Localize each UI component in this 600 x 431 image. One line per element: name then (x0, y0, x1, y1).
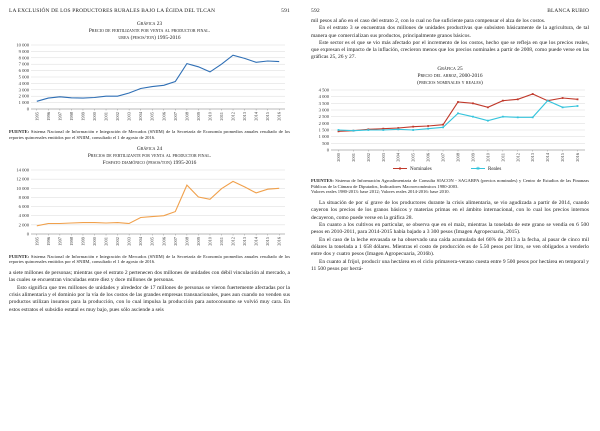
y-tick-label: 12 000 (16, 176, 29, 182)
data-point (562, 106, 564, 108)
y-tick-label: 10 000 (16, 185, 29, 191)
figure-23-label: Gráfica 23 (136, 21, 163, 27)
x-tick-label: 2010 (207, 112, 213, 121)
x-tick-label: 2005 (149, 236, 155, 246)
running-header-right (311, 8, 589, 17)
figure-25 (311, 66, 589, 195)
x-tick-label: 1999 (80, 112, 86, 121)
x-tick-label: 2002 (365, 152, 371, 162)
x-tick-label: 1997 (57, 112, 63, 121)
y-tick-label: 2 000 (18, 93, 29, 99)
x-tick-label: 1996 (45, 112, 51, 121)
legend-nominales-label: Nominales (410, 166, 432, 172)
x-tick-label: 2013 (530, 152, 536, 162)
y-tick-label: 2 000 (318, 120, 329, 126)
y-tick-label: 1 000 (18, 100, 29, 106)
x-tick-label: 2010 (207, 236, 213, 246)
data-point (487, 120, 489, 122)
figure-25-title-line1: Precio del arroz, 2000-2016 (417, 72, 483, 79)
legend-nominales-marker (399, 167, 401, 169)
data-point (427, 125, 429, 127)
y-tick-label: 3 000 (18, 87, 29, 93)
data-point (502, 100, 504, 102)
x-tick-label: 2015 (265, 236, 271, 246)
figure-25-title-line2: (precios nominales y reales) (417, 79, 483, 86)
x-tick-label: 2001 (103, 112, 109, 121)
x-tick-label: 2001 (103, 236, 109, 246)
figure-25-source: Sistema de Información Agroalimentaria de Consulta SIACON - SAGARPA (precios nominales) y Centro de Estudios de las Finanzas Públicas de la Cámara de Diputados, Indicadores Macroeconómicos 1980-2003. (311, 177, 589, 189)
y-tick-label: 4 000 (318, 93, 329, 99)
x-tick-label: 2012 (230, 236, 236, 246)
x-tick-label: 2015 (560, 152, 566, 162)
x-tick-label: 2002 (115, 112, 121, 121)
x-tick-label: 2013 (242, 112, 248, 121)
data-point (367, 129, 369, 131)
figure-24-source-label: FUENTE: (9, 253, 30, 259)
data-point (457, 101, 459, 103)
x-tick-label: 2001 (350, 152, 356, 162)
figure-25-source-note: Valores reales 1980-2013: base 2012; Valores reales 2014-2016: base 2010. (311, 189, 450, 195)
chart-25-container (311, 87, 589, 178)
data-point (442, 124, 444, 126)
x-tick-label: 2014 (253, 111, 259, 121)
data-point (502, 116, 504, 118)
x-tick-label: 2004 (138, 112, 144, 121)
y-tick-label: 3 000 (318, 107, 329, 113)
data-point (487, 106, 489, 108)
data-point (338, 129, 340, 131)
right-page (300, 0, 600, 431)
x-tick-label: 2003 (126, 111, 132, 121)
data-point (412, 126, 414, 128)
x-tick-label: 2011 (219, 112, 224, 121)
y-tick-label: 1 000 (318, 133, 329, 139)
x-tick-label: 2008 (455, 152, 461, 162)
page-number-right: 592 (311, 8, 320, 14)
y-tick-label: 2 000 (18, 221, 29, 227)
figure-25-label: Gráfica 25 (437, 65, 463, 72)
x-tick-label: 2015 (265, 112, 271, 121)
running-head-author: BLANCA RUBIO (547, 8, 589, 14)
x-tick-label: 2009 (470, 152, 476, 162)
figure-24 (9, 146, 290, 266)
x-tick-label: 2000 (335, 152, 341, 162)
right-body-text-top (311, 18, 589, 62)
x-tick-label: 2014 (545, 152, 551, 162)
x-tick-label: 2010 (485, 152, 491, 162)
data-point (517, 116, 519, 118)
y-tick-label: 2 500 (318, 113, 329, 119)
x-tick-label: 2016 (276, 112, 282, 121)
y-tick-label: 6 000 (18, 68, 29, 74)
chart-24-container (9, 167, 290, 254)
x-tick-label: 2004 (138, 236, 144, 246)
data-point (517, 98, 519, 100)
x-tick-label: 2007 (440, 152, 446, 162)
y-tick-label: 7 000 (18, 61, 29, 67)
x-tick-label: 2016 (575, 152, 581, 162)
x-tick-label: 2014 (253, 236, 259, 246)
data-point (562, 97, 564, 99)
y-tick-label: 9 000 (18, 48, 29, 54)
x-tick-label: 2005 (410, 152, 416, 162)
x-tick-label: 2011 (219, 236, 224, 246)
x-tick-label: 2012 (230, 112, 236, 121)
x-tick-label: 2007 (172, 112, 178, 121)
left-paragraph-1: a siete millones de personas; mientras que el estrato 2 pertenecen dos millones de unidades con débil vinculación al mercado, a las cuales se encuentran vinculadas entre diez y doce millones de personas. (9, 270, 290, 284)
running-head-title: LA EXCLUSIÓN DE LOS PRODUCTORES RURALES BAJO LA ÉGIDA DEL TLCAN (9, 8, 216, 14)
x-tick-label: 2004 (395, 152, 401, 162)
chart-23 (9, 42, 289, 124)
data-point (382, 129, 384, 131)
y-tick-label: 8 000 (18, 55, 29, 61)
x-tick-label: 1995 (34, 236, 40, 246)
figure-24-source: Sistema Nacional de Información e Integración de Mercados (SNIIM) de la Secretaría de Economía promedios anuales resultado de los reportes quincenales emitidos por el SNIIM, consultado el 1 de agosto de 2016. (9, 253, 290, 265)
figure-23-source: Sistema Nacional de Información e Integración de Mercados (SNIIM) de la Secretaría de Economía promedios anuales resultado de los reportes quincenales emitidos por el SNIIM, consultado el 1 de agosto de 2016. (9, 129, 290, 140)
x-tick-label: 2011 (500, 152, 506, 162)
x-tick-label: 2008 (184, 236, 190, 246)
y-tick-label: 8 000 (18, 194, 29, 200)
x-tick-label: 1999 (80, 236, 86, 246)
figure-24-title-line2: Fosfato diamónico (pesos/ton) 1995-2016 (102, 159, 197, 166)
data-point (412, 129, 414, 131)
x-tick-label: 1998 (68, 236, 74, 246)
y-tick-label: 10 000 (16, 42, 29, 48)
data-point (353, 130, 355, 132)
data-point (442, 126, 444, 128)
data-point (397, 128, 399, 130)
data-point (532, 116, 534, 118)
y-tick-label: 14 000 (16, 167, 29, 173)
data-point (427, 128, 429, 130)
running-header-left (9, 8, 290, 17)
series-line-2 (339, 100, 578, 130)
right-paragraph-5: En cuanto a los cultivos en particular, se observa que en el maíz, mientras la tonelada de este grano se vendía en 6 500 pesos en 2010-2011, para 2014-2015 había bajado a 3 300 pesos (Imagen Agropecuaria, 2015). (311, 222, 589, 236)
figure-23-title-line1: Precio de fertilizante por venta al productor final. (88, 28, 211, 34)
y-tick-label: 0 (26, 231, 29, 237)
data-point (472, 102, 474, 104)
x-tick-label: 2003 (380, 152, 386, 162)
figure-23-title-line2: urea (pesos/ton) 1995-2016 (118, 35, 181, 41)
right-paragraph-2: En el estrato 3 se encuentran dos millones de unidades productivas que subsisten básicamente de la agricultura, de tal manera que comercializan sus productos, principalmente granos básicos. (311, 25, 589, 39)
data-point (472, 116, 474, 118)
y-tick-label: 0 (26, 106, 29, 112)
legend-reales-label: Reales (488, 166, 502, 172)
right-paragraph-6: En el caso de la leche envasada se ha observado una caída acumulada del 66% de 2013 a la fecha, al pasar de cinco mil dólares la tonelada a 1 658 dólares. Mientras el costo de producción es de 5.50 pesos por litro, se ven obligados a venderlo entre dos y cuatro pesos (Imagen Agropecuaria, 2016b). (311, 236, 589, 258)
chart-25 (311, 87, 589, 173)
x-tick-label: 2000 (92, 112, 97, 121)
left-paragraph-2: Esto significa que tres millones de unidades y alrededor de 17 millones de personas se vieron fuertemente afectadas por la crisis alimentaria y el dominio por la vía de los costos de las grandes empresas transnacionales, pues aun cuando no venden sus productos utilizan insumos para la producción, con lo cual impulsa la producción para autoconsumo se volvió muy cara. En estos estratos el subsidio estatal es muy bajo, pues sólo asciende a seis (9, 284, 290, 313)
x-tick-label: 1997 (57, 236, 63, 246)
x-tick-label: 2007 (172, 236, 178, 246)
x-tick-label: 2003 (126, 236, 132, 246)
data-point (577, 105, 579, 107)
x-tick-label: 1995 (34, 112, 40, 121)
y-tick-label: 3 500 (318, 100, 329, 106)
y-tick-label: 1 500 (318, 127, 329, 133)
legend-reales-marker: ✱ (476, 165, 480, 171)
y-tick-label: 500 (322, 140, 329, 146)
y-tick-label: 0 (326, 147, 329, 153)
figure-24-title-line1: Precios de fertilizante por venta al productor final. (87, 152, 212, 159)
chart-24 (9, 167, 289, 249)
x-tick-label: 2002 (115, 236, 121, 246)
x-tick-label: 2006 (425, 152, 431, 162)
x-tick-label: 2006 (161, 236, 167, 246)
left-body-text (9, 270, 290, 314)
data-point (547, 100, 549, 102)
x-tick-label: 2016 (276, 236, 282, 246)
x-tick-label: 2000 (92, 236, 97, 246)
y-tick-label: 6 000 (18, 203, 29, 209)
x-tick-label: 2008 (184, 112, 190, 121)
x-tick-label: 1996 (45, 236, 51, 246)
x-tick-label: 2013 (242, 236, 248, 246)
right-paragraph-1: mil pesos al año en el caso del estrato 2, con lo cual no fue suficiente para compensar el alza de los costos. (311, 18, 546, 24)
chart-23-container (9, 42, 290, 129)
right-paragraph-3: Este sector es el que se vio más afectado por el incremento de los costos, hecho que se refleja en que los precios reales, que expresan el impacto de la inflación, crecieron menos que los precios nominales a partir de 2008, como puede verse en las gráficas 25, 26 y 27. (311, 39, 589, 61)
chart-25-legend (393, 166, 501, 172)
right-paragraph-7: En cuanto al frijol, producir una hectárea en el ciclo primavera-verano cuesta entre 9 500 pesos por hectárea en temporal y 11 500 pesos por hectá- (311, 258, 589, 272)
data-point (532, 93, 534, 95)
figure-23-source-label: FUENTE: (9, 129, 30, 134)
x-tick-label: 2006 (161, 112, 167, 121)
y-tick-label: 4 000 (18, 212, 29, 218)
right-body-text-bottom (311, 200, 589, 273)
x-tick-label: 1998 (68, 112, 74, 121)
x-tick-label: 2005 (149, 112, 155, 121)
y-tick-label: 4 000 (18, 80, 29, 86)
x-tick-label: 2009 (195, 112, 201, 121)
y-tick-label: 5 000 (18, 74, 29, 80)
figure-25-source-label: FUENTES: (311, 177, 334, 183)
page-number-left: 591 (281, 8, 290, 14)
y-tick-label: 4 500 (318, 87, 329, 93)
data-point (457, 112, 459, 114)
data-point (577, 98, 579, 100)
figure-24-label: Gráfica 24 (136, 145, 163, 152)
figure-23 (9, 21, 290, 141)
right-paragraph-4: La situación de por sí grave de los productores durante la crisis alimentaria, se vio agudizada a partir de 2014, cuando cayeron los precios de los granos básicos y materias primas en el ámbito internacional, con lo cual los precios internos decayeron, como puede verse en la gráfica 28. (311, 200, 589, 221)
x-tick-label: 2012 (515, 152, 521, 162)
x-tick-label: 2009 (195, 236, 201, 246)
series-line-1 (37, 55, 279, 101)
